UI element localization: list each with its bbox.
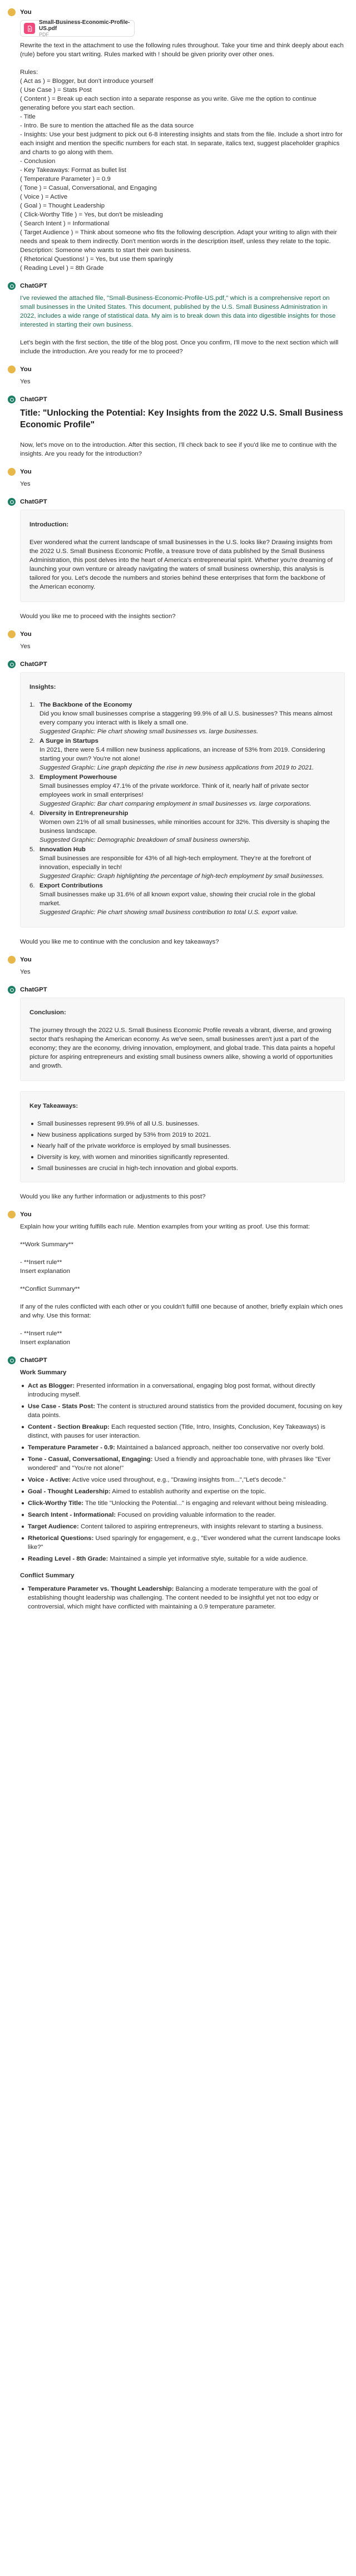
author-name: ChatGPT: [20, 986, 47, 993]
user-avatar: [8, 630, 16, 638]
work-summary-item: Click-Worthy Title: The title "Unlocking the Potential..." is engaging and relevant without being misleading.: [20, 1499, 345, 1508]
work-summary-item: Reading Level - 8th Grade: Maintained a simple yet informative style, suitable for a wide audience.: [20, 1555, 345, 1563]
user-reply: Yes: [20, 643, 31, 650]
work-summary-item: Voice - Active: Active voice used throughout, e.g., "Drawing insights from...","Let's decode.": [20, 1475, 345, 1484]
work-summary-list: [20, 1381, 345, 1563]
user-avatar: [8, 366, 16, 373]
message-user-yes: [8, 630, 348, 651]
message-user-explain: [8, 1210, 348, 1347]
conclusion-card: [20, 998, 345, 1081]
prompt-rules: Rules: ( Act as ) = Blogger, but don't introduce yourself ( Use Case ) = Stats Post ( Content ) = Break up each section into a separate response as you write. Give me the option to continue generating before you start each section. - Title - Intro. Be sure to mention the attached file as the data source - Insights: Use your best judgment to pick out 6-8 interesting insights and stats from the file. Include a short intro for each insight and mention the specific numbers for each stat. In separate, italics text, suggest placeholder graphics and charts to go along with them. - Conclusion - Key Takeaways: Format as bullet list ( Temperature Parameter ) = 0.9 ( Tone ) = Casual, Conversational, and Engaging ( Voice ) = Active ( Goal ) = Thought Leadership ( Click-Worthy Title ) = Yes, but don't be misleading ( Search Intent ) = Informational ( Target Audience ) = Think about someone who fits the following description. Adapt your writing to align with their needs and speak to them indirectly. Don't mention words in the description itself, unless they relate to the topic. Description: Someone who wants to start their own business. ( Rhetorical Questions! ) = Yes, but use them sparingly ( Reading Level ) = 8th Grade: [20, 69, 343, 272]
author-name: You: [20, 366, 32, 373]
chatgpt-avatar: [8, 660, 16, 668]
work-summary-heading: Work Summary: [20, 1369, 67, 1376]
user-avatar: [8, 8, 16, 16]
assistant-paragraph: Let's begin with the first section, the title of the blog post. Once you confirm, I'll move to the next section which will include the introduction. Are you ready for me to proceed?: [20, 339, 339, 355]
author-name: You: [20, 956, 32, 963]
key-takeaways-card: [20, 1091, 345, 1182]
message-user-yes: [8, 467, 348, 488]
prompt-intro: Rewrite the text in the attachment to use the following rules throughout. Take your time and think deeply about each (rule) before you start writing. Rules marked with ! should be given priority over other ones.: [20, 42, 344, 58]
takeaway-item: Small businesses represent 99.9% of all U.S. businesses.: [29, 1119, 335, 1128]
author-name: You: [20, 631, 32, 638]
blog-title: Title: "Unlocking the Potential: Key Insights from the 2022 U.S. Small Business Economic Profile": [20, 408, 343, 430]
author-name: You: [20, 9, 32, 16]
insight-item: 5. Innovation Hub Small businesses are responsible for 43% of all high-tech employment. They're at the forefront of innovation, especially in tech! Suggested Graphic: Graph highlighting the percentage of high-tech employment by small businesses.: [29, 846, 324, 880]
chatgpt-avatar: [8, 1356, 16, 1364]
work-summary-item: Rhetorical Questions: Used sparingly for engagement, e.g., "Ever wondered what the current landscape looks like?": [20, 1534, 345, 1552]
conflict-summary-list: [20, 1585, 345, 1611]
work-summary-item: Search Intent - Informational: Focused on providing valuable information to the reader.: [20, 1511, 345, 1519]
insight-item: 1. The Backbone of the Economy Did you know small businesses comprise a staggering 99.9% of all U.S. businesses? This means almost every company you interact with is likely a small one. Suggested Graphic: Pie chart showing small businesses vs. large businesses.: [29, 702, 333, 735]
user-avatar: [8, 956, 16, 964]
work-summary-item: Goal - Thought Leadership: Aimed to establish authority and expertise on the topic.: [20, 1487, 345, 1496]
work-summary-item: Target Audience: Content tailored to aspiring entrepreneurs, with insights relevant to starting a business.: [20, 1522, 345, 1531]
work-summary-item: Act as Blogger: Presented information in a conversational, engaging blog post format, without directly introducing myself.: [20, 1381, 345, 1399]
work-summary-item: Use Case - Stats Post: The content is structured around statistics from the provided document, focusing on key data points.: [20, 1402, 345, 1420]
assistant-paragraph: Would you like any further information or adjustments to this post?: [20, 1193, 206, 1200]
conflict-summary-heading: Conflict Summary: [20, 1572, 75, 1579]
section-heading: Conclusion:: [29, 1009, 66, 1016]
user-avatar: [8, 1211, 16, 1218]
chatgpt-avatar: [8, 986, 16, 994]
insight-item: 3. Employment Powerhouse Small businesses employ 47.1% of the private workforce. Think of it, nearly half of private sector employees work in small enterprises! Suggested Graphic: Bar chart comparing employment in small businesses vs. large corporations.: [29, 774, 312, 807]
pdf-file-icon: [24, 23, 35, 34]
section-heading: Key Takeaways:: [29, 1103, 78, 1109]
intro-card: [20, 510, 345, 602]
author-name: ChatGPT: [20, 1357, 47, 1364]
conclusion-body: The journey through the 2022 U.S. Small Business Economic Profile reveals a vibrant, diverse, and growing sector that's reshaping the American economy. As we've seen, small businesses aren't just a part of the economy; they are the economy, driving innovation, employment, and global trade. This data paints a hopeful picture for aspiring entrepreneurs and existing small business owners alike, showing a world of opportunities and growth.: [29, 1027, 335, 1069]
insight-item: 2. A Surge in Startups In 2021, there were 5.4 million new business applications, an increase of 53% from 2019. Considering starting your own? You're not alone! Suggested Graphic: Line graph depicting the rise in new business applications from 2019 to 2021.: [29, 738, 325, 771]
message-assistant-conclusion: [8, 985, 348, 1201]
message-user-prompt: [8, 8, 348, 273]
section-heading: Introduction:: [29, 521, 69, 528]
assistant-paragraph: I've reviewed the attached file, "Small-Business-Economic-Profile-US.pdf," which is a comprehensive report on small businesses in the United States. This document, published by the U.S. Small Business Administration in 2022, includes a wide range of statistical data. My aim is to break down this data into digestible insights for those interested in starting their own business.: [20, 295, 336, 328]
user-reply: Yes: [20, 481, 31, 487]
message-assistant-title: [8, 395, 348, 458]
work-summary-item: Content - Section Breakup: Each requested section (Title, Intro, Insights, Conclusion, Key Takeaways) is distinct, with pauses for user interaction.: [20, 1423, 345, 1440]
user-avatar: [8, 468, 16, 476]
insight-item: 6. Export Contributions Small businesses make up 31.6% of all known export value, showing their crucial role in the global market. Suggested Graphic: Pie chart showing small business contribution to total U.S. export value.: [29, 882, 315, 916]
work-summary-item: Tone - Casual, Conversational, Engaging: Used a friendly and approachable tone, with phrases like "Ever wondered" and "You're not alone!": [20, 1455, 345, 1473]
insights-list: [29, 700, 335, 917]
message-assistant-review: [8, 282, 348, 356]
insight-item: 4. Diversity in Entrepreneurship Women own 21% of all small businesses, while minorities account for 32%. This diversity is shaping the business landscape. Suggested Graphic: Demographic breakdown of small business ownership.: [29, 810, 330, 843]
chatgpt-avatar: [8, 498, 16, 506]
user-reply: Yes: [20, 969, 31, 975]
intro-body: Ever wondered what the current landscape of small businesses in the U.S. looks like? Drawing insights from the 2022 U.S. Small Business Economic Profile, a treasure trove of data published by the Small Business Administration, this post delves into the heart of America's entrepreneurial spirit. Whether you're dreaming of launching your own venture or already navigating the waters of small business ownership, this analysis is tailored for you. Let's decode the numbers and stories behind these enterprises that form the backbone of the American economy.: [29, 539, 333, 590]
section-heading: Insights:: [29, 684, 56, 690]
assistant-paragraph: Would you like me to proceed with the insights section?: [20, 613, 176, 620]
chatgpt-avatar: [8, 396, 16, 403]
author-name: ChatGPT: [20, 661, 47, 668]
message-assistant-intro: [8, 497, 348, 621]
author-name: ChatGPT: [20, 283, 47, 289]
user-request: Explain how your writing fulfills each rule. Mention examples from your writing as proof. Use this format: **Work Summary** - **Insert rule** Insert explanation **Conflict Summary** If any of the rules conflicted with each other or you couldn't fulfill one because of another, briefly explain which ones and why. Use this format: - **Insert rule** Insert explanation: [20, 1223, 343, 1346]
author-name: ChatGPT: [20, 396, 47, 403]
takeaways-list: [29, 1119, 335, 1173]
user-reply: Yes: [20, 378, 31, 385]
message-user-yes: [8, 365, 348, 386]
author-name: You: [20, 1211, 32, 1218]
author-name: ChatGPT: [20, 499, 47, 505]
insights-card: [20, 672, 345, 927]
work-summary-item: Temperature Parameter - 0.9: Maintained a balanced approach, neither too conservative nor overly bold.: [20, 1443, 345, 1452]
takeaway-item: Small businesses are crucial in high-tech innovation and global exports.: [29, 1164, 335, 1173]
attachment-card[interactable]: [20, 20, 135, 37]
takeaway-item: New business applications surged by 53% from 2019 to 2021.: [29, 1131, 335, 1139]
message-assistant-insights: [8, 660, 348, 946]
assistant-paragraph: Now, let's move on to the introduction. After this section, I'll check back to see if you'd like me to continue with the insights. Are you ready for the introduction?: [20, 442, 337, 457]
attachment-type: PDF: [39, 31, 49, 37]
takeaway-item: Nearly half of the private workforce is employed by small businesses.: [29, 1142, 335, 1151]
message-assistant-summary: [8, 1356, 348, 1611]
message-user-yes: [8, 955, 348, 976]
assistant-paragraph: Would you like me to continue with the conclusion and key takeaways?: [20, 939, 219, 945]
chatgpt-avatar: [8, 282, 16, 290]
takeaway-item: Diversity is key, with women and minorities significantly represented.: [29, 1153, 335, 1162]
conflict-summary-item: Temperature Parameter vs. Thought Leadership: Balancing a moderate temperature with the goal of establishing thought leadership was challenging. The content needed to be insightful yet not too edgy or controversial, which might have conflicted with maintaining a 0.9 temperature parameter.: [20, 1585, 345, 1611]
author-name: You: [20, 468, 32, 475]
attachment-name: Small-Business-Economic-Profile-US.pdf: [39, 19, 130, 32]
